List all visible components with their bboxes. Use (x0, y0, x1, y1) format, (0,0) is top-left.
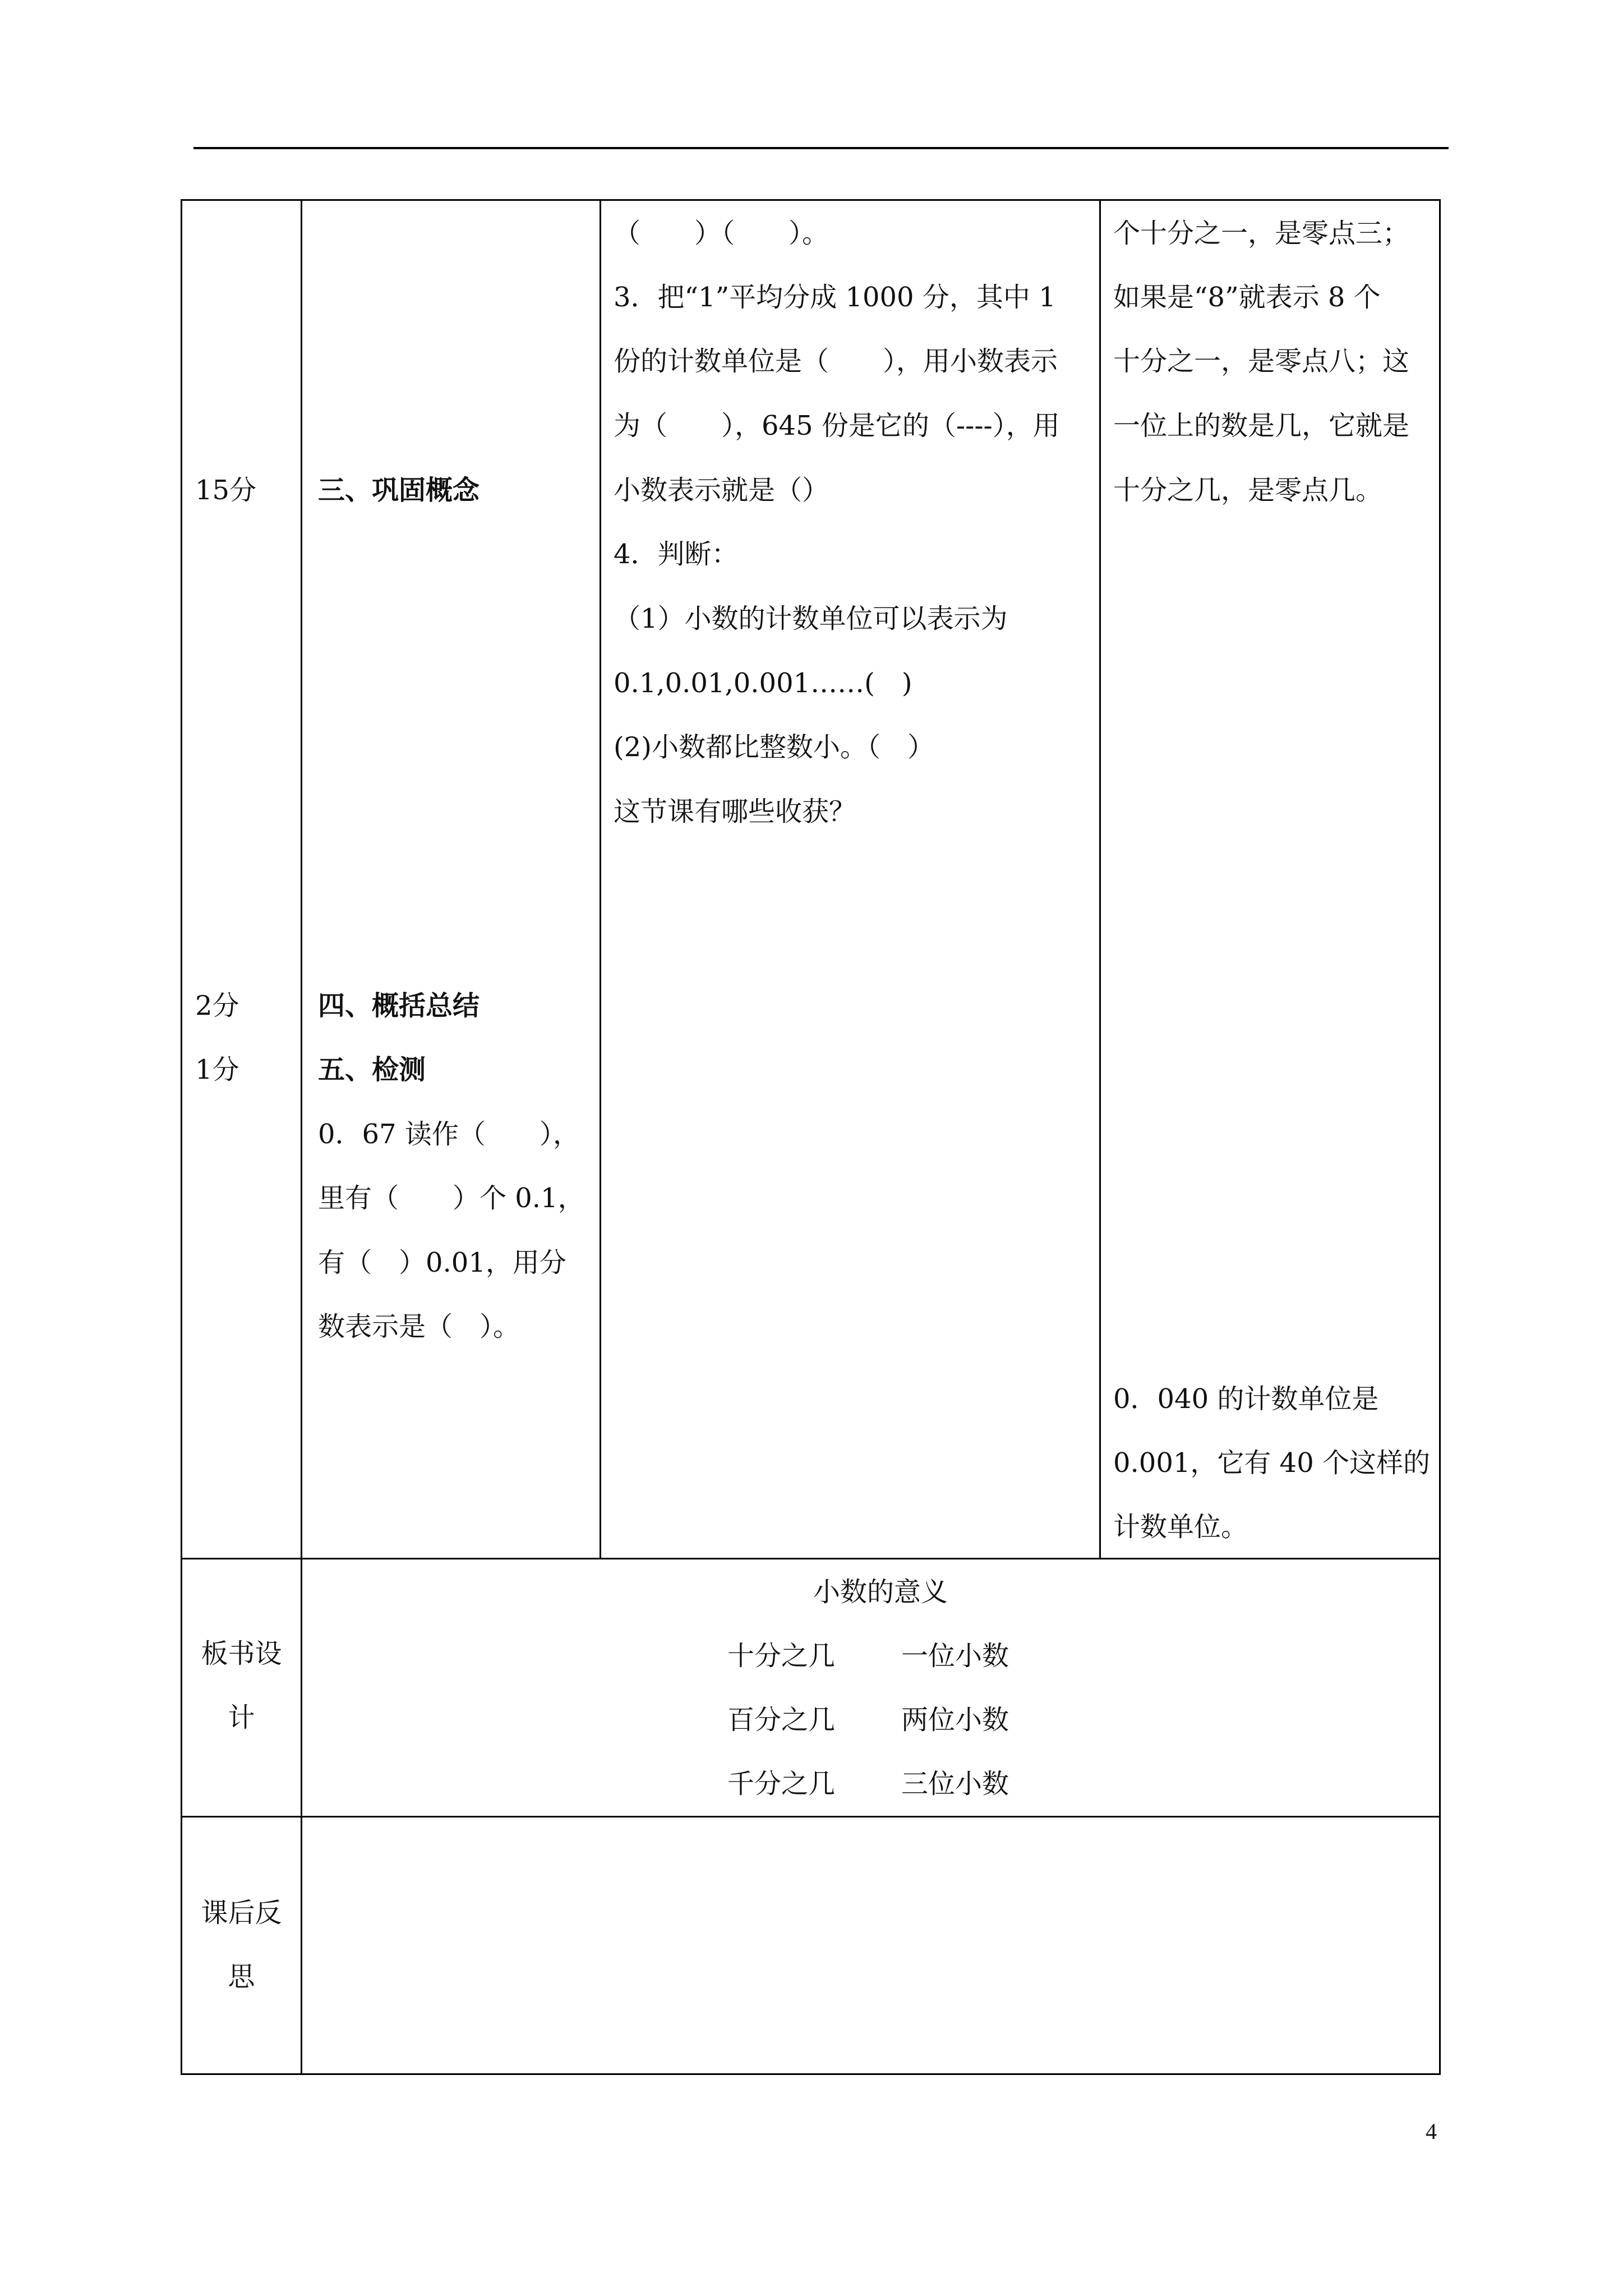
activity-row-bottom (181, 1558, 1441, 1559)
board-fraction-hundredths: 百分之几 (727, 1704, 836, 1736)
time-column-divider (301, 199, 302, 2075)
teacher-activity-line: 4．判断： (614, 539, 739, 570)
teacher-activity-line: (2)小数都比整数小。（ ） (614, 731, 934, 763)
time-1-minute: 1分 (195, 1054, 239, 1085)
student-test-answer-line: 0.001，它有 40 个这样的 (1113, 1447, 1431, 1479)
table-right-border (1439, 199, 1441, 2075)
student-activity-line: 如果是“8”就表示 8 个 (1113, 282, 1381, 313)
board-decimal-three-places: 三位小数 (901, 1768, 1009, 1800)
reflection-label: 课后反 (201, 1897, 282, 1929)
page-number: 4 (1426, 2119, 1437, 2144)
section-test-heading: 五、检测 (318, 1054, 426, 1085)
teacher-activity-line: （1）小数的计数单位可以表示为 (614, 603, 1008, 634)
header-rule (193, 147, 1449, 149)
board-design-label-continuation: 计 (228, 1702, 255, 1733)
time-15-minutes: 15分 (195, 475, 257, 506)
teacher-activity-line: 0.1,0.01,0.001……( ) (614, 668, 912, 699)
student-activity-line: 十分之一，是零点八；这 (1113, 346, 1410, 377)
board-decimal-two-places: 两位小数 (901, 1704, 1009, 1736)
teacher-activity-line: 份的计数单位是（ ），用小数表示 (614, 346, 1058, 377)
teacher-activity-line: 小数表示就是（） (614, 475, 829, 506)
activity-column-divider (1099, 199, 1101, 1559)
section-consolidate-heading: 三、巩固概念 (318, 475, 480, 506)
board-design-title: 小数的意义 (813, 1576, 948, 1608)
board-fraction-tenths: 十分之几 (727, 1640, 836, 1672)
teacher-activity-line: 这节课有哪些收获？ (614, 796, 856, 827)
test-question-line: 有（ ）0.01，用分 (318, 1247, 566, 1278)
table-bottom-border (181, 2073, 1441, 2075)
student-activity-line: 一位上的数是几，它就是 (1113, 410, 1410, 441)
student-test-answer-line: 计数单位。 (1113, 1511, 1248, 1543)
test-question-line: 0．67 读作（ ）， (318, 1119, 580, 1150)
reflection-label-continuation: 思 (228, 1961, 255, 1993)
board-fraction-thousandths: 千分之几 (727, 1768, 836, 1800)
teacher-activity-line: （ ）（ ）。 (614, 218, 829, 249)
test-question-line: 里有（ ）个 0.1， (318, 1182, 585, 1214)
lesson-plan-table (181, 199, 1441, 2075)
table-left-border (181, 199, 182, 2075)
board-decimal-one-place: 一位小数 (901, 1640, 1009, 1672)
teacher-activity-line: 为（ ），645 份是它的（----），用 (614, 410, 1060, 441)
test-question-line: 数表示是（ ）。 (318, 1311, 520, 1342)
section-summarize-heading: 四、概括总结 (318, 990, 480, 1022)
teacher-activity-line: 3．把“1”平均分成 1000 分，其中 1 (614, 282, 1056, 313)
board-design-label: 板书设 (201, 1638, 282, 1669)
section-column-divider (600, 199, 601, 1559)
student-test-answer-line: 0．040 的计数单位是 (1113, 1383, 1379, 1415)
student-activity-line: 个十分之一，是零点三； (1113, 218, 1410, 249)
time-2-minutes: 2分 (195, 990, 239, 1022)
table-top-border (181, 199, 1441, 201)
student-activity-line: 十分之几，是零点几。 (1113, 475, 1383, 506)
board-row-bottom (181, 1816, 1441, 1818)
